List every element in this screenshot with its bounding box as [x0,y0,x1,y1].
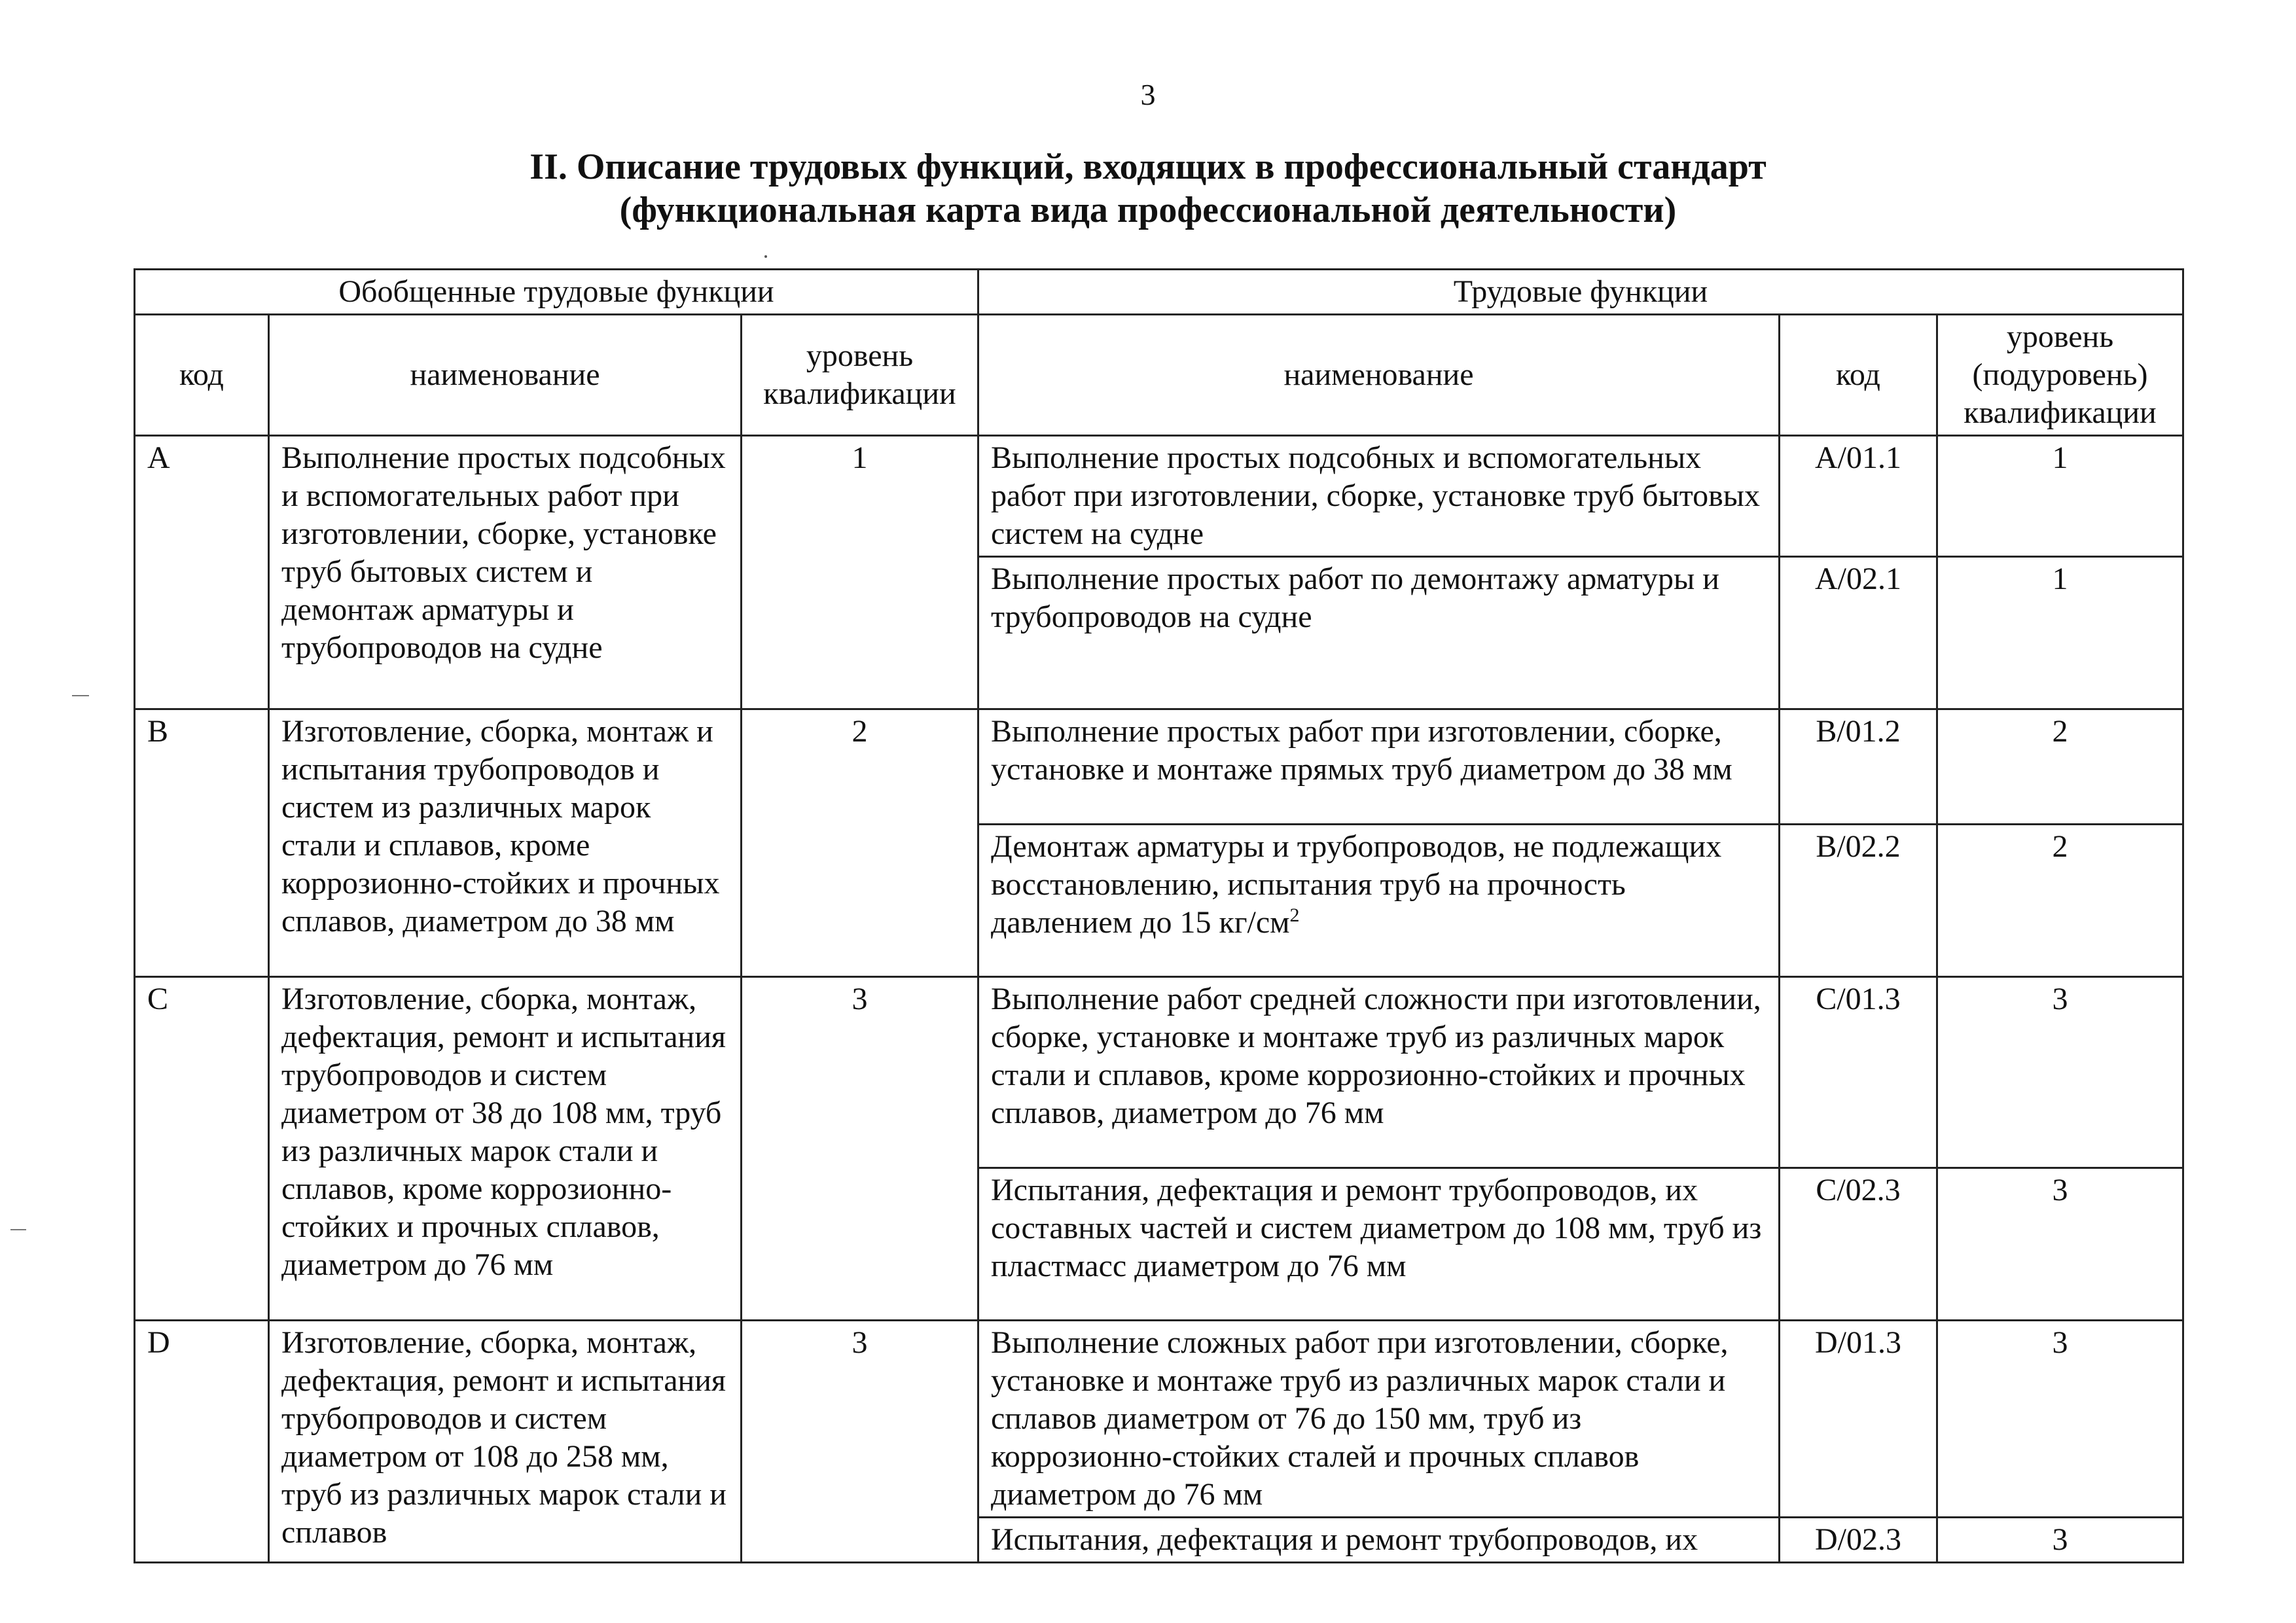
table-row [135,436,2183,557]
section-title-line-2: (функциональная карта вида профессиональной деятельности) [619,190,1677,230]
function-level: 3 [1937,1321,2183,1518]
margin-mark [72,695,89,696]
header-function-level: уровень (подуровень) квалификации [1937,315,2183,436]
superscript-two: 2 [1289,904,1300,926]
function-level: 2 [1937,825,2183,977]
function-code: A/01.1 [1780,436,1937,557]
row-name: Выполнение простых подсобных и вспомогательных работ при изготовлении, сборке, установке труб бытовых систем и демонтаж арматуры и трубопроводов на судне [269,436,742,709]
row-name: Изготовление, сборка, монтаж и испытания трубопроводов и систем из различных марок стали и сплавов, кроме коррозионно-стойких и прочных сплавов, диаметром до 38 мм [269,709,742,977]
row-level: 3 [742,977,978,1321]
function-level: 1 [1937,436,2183,557]
row-level: 1 [742,436,978,709]
page-number: 3 [1140,78,1156,111]
function-name: Выполнение простых подсобных и вспомогательных работ при изготовлении, сборке, установке труб бытовых систем на судне [978,436,1780,557]
function-name: Выполнение простых работ по демонтажу арматуры и трубопроводов на судне [978,557,1780,709]
margin-mark [10,1229,26,1230]
row-code: C [135,977,269,1321]
row-code: A [135,436,269,709]
function-level: 3 [1937,977,2183,1168]
function-code: B/01.2 [1780,709,1937,825]
header-function-name: наименование [978,315,1780,436]
table-row [135,709,2183,825]
header-labor-functions: Трудовые функции [978,270,2183,315]
function-level: 3 [1937,1168,2183,1321]
header-generalized-functions: Обобщенные трудовые функции [135,270,978,315]
section-title-line-1: II. Описание трудовых функций, входящих в профессиональный стандарт [529,147,1767,187]
function-name: Выполнение работ средней сложности при изготовлении, сборке, установке и монтаже труб из различных марок стали и сплавов, кроме коррозионно-стойких и прочных сплавов, диаметром до 76 мм [978,977,1780,1168]
function-name [978,825,1780,977]
row-level: 2 [742,709,978,977]
table-row [135,977,2183,1168]
section-title [0,145,2296,232]
function-name: Выполнение сложных работ при изготовлении, сборке, установке и монтаже труб из различных марок стали и сплавов диаметром от 76 до 150 мм, труб из коррозионно-стойких сталей и прочных сплавов диаметром до 76 мм [978,1321,1780,1518]
row-name: Изготовление, сборка, монтаж, дефектация, ремонт и испытания трубопроводов и систем диаметром от 108 до 258 мм, труб из различных марок стали и сплавов [269,1321,742,1563]
function-name: Испытания, дефектация и ремонт трубопроводов, их [978,1518,1780,1563]
row-code: B [135,709,269,977]
function-code: C/02.3 [1780,1168,1937,1321]
function-code: A/02.1 [1780,557,1937,709]
header-function-code: код [1780,315,1937,436]
header-level: уровень квалификации [742,315,978,436]
function-code: C/01.3 [1780,977,1937,1168]
function-level: 2 [1937,709,2183,825]
functional-map-table [134,268,2184,1563]
function-code: D/02.3 [1780,1518,1937,1563]
header-name: наименование [269,315,742,436]
function-level: 3 [1937,1518,2183,1563]
row-name: Изготовление, сборка, монтаж, дефектация, ремонт и испытания трубопроводов и систем диаметром от 38 до 108 мм, труб из различных марок стали и сплавов, кроме коррозионно-стойких и прочных сплавов, диаметром до 76 мм [269,977,742,1321]
function-name-text: Демонтаж арматуры и трубопроводов, не подлежащих восстановлению, испытания труб на прочность давлением до 15 кг/см [991,829,1722,940]
function-code: D/01.3 [1780,1321,1937,1518]
function-name: Выполнение простых работ при изготовлении, сборке, установке и монтаже прямых труб диаметром до 38 мм [978,709,1780,825]
function-code: B/02.2 [1780,825,1937,977]
header-code: код [135,315,269,436]
row-level: 3 [742,1321,978,1563]
function-name: Испытания, дефектация и ремонт трубопроводов, их составных частей и систем диаметром до 108 мм, труб из пластмасс диаметром до 76 мм [978,1168,1780,1321]
scan-speck [764,255,767,258]
row-code: D [135,1321,269,1563]
function-level: 1 [1937,557,2183,709]
table-row [135,1321,2183,1518]
